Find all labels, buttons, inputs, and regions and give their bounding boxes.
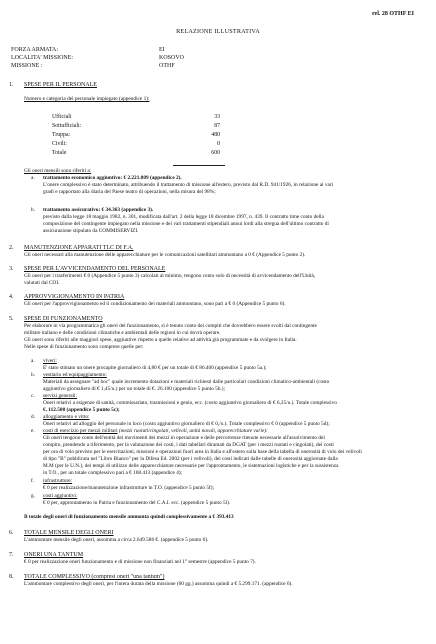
item-letter: c. bbox=[31, 393, 35, 399]
item-title-vestiario: vestiario ed equipaggiamento: bbox=[43, 372, 107, 378]
paragraph-line: composizione del contingente impiegato nella missione e dei vari trattamenti stipendiali annui lordi alla stregua dell'ultimo contratto di bbox=[43, 221, 329, 227]
paragraph-line: € 0 per realizzazione oneri funzionamento e di missione non finanziati nel 1° semestre (appendice 5 punto 7). bbox=[24, 559, 256, 565]
personnel-total-label: Totale bbox=[52, 150, 67, 156]
paragraph-line: Gli oneri necessari alla manutenzione delle apparecchiature per le comunicazioni satellitari ammontano a 0 € (Appendice 5 punto 2). bbox=[24, 252, 306, 258]
item-letter: a. bbox=[31, 175, 35, 181]
item-letter: e. bbox=[31, 428, 35, 434]
paragraph-line: €. 112.500 (appendice 5 punto 5c); bbox=[43, 407, 120, 413]
paragraph-line: aggiuntivo giornaliero di € 1,45/u.) per un totale di €. 26.100 (appendice 5 punto 5b.); bbox=[43, 386, 225, 392]
trattamento-assicurativo-heading: trattamento assicurativo: € 34.363 (appendice 3). bbox=[43, 207, 154, 213]
section-5-title: SPESE DI FUNZIONAMENTO bbox=[24, 316, 103, 322]
section-7-number: 7. bbox=[9, 552, 14, 558]
paragraph-line: previsto dalla legge 18 maggio 1982, n. 301, modificata dall'art. 2 della legge 18 dicembre 1997, n. 439. Il contratto time conto della bbox=[43, 214, 324, 220]
section-8-title: TOTALE COMPLESSIVO (compresi oneri "una tantum") bbox=[24, 574, 165, 580]
paragraph-line: Gli oneri tengono conto dell'entità dei movimenti dei mezzi in operazione e delle percorrenze ritenute necessarie all'assolvimento del bbox=[43, 435, 325, 441]
item-letter: a. bbox=[31, 358, 35, 364]
paragraph-line: Nelle spese di funzionamento sono comprese quelle per: bbox=[24, 344, 144, 350]
paragraph-line: assicurazione stipulato da COMMISERVIZI. bbox=[43, 228, 139, 234]
section-2-title: MANUTENZIONE APPARATI TLC DI F.A. bbox=[24, 245, 134, 251]
item-title-alloggiamento: alloggiamento e vitto: bbox=[43, 414, 90, 420]
trattamento-economico-heading: trattamento economico aggiuntivo: € 2.221.809 (appendice 2). bbox=[43, 175, 182, 181]
document-reference: rel. 28 OTHF EI bbox=[372, 11, 414, 17]
section-3-number: 3. bbox=[9, 266, 14, 272]
paragraph-line: € 0 per realizzazione/manutenzione infrastrutture in T.O. (appendice 5 punto 5f); bbox=[43, 485, 215, 491]
paragraph-line: Per elaborare in via programmatica gli oneri del funzionamento, si è tenuto conto dei compiti che dovrebbero essere svolti dal contingente bbox=[24, 323, 317, 329]
paragraph-line: L'ammontare mensile degli oneri, assomma a circa 2.649.586 €. (appendice 5 punto 6). bbox=[24, 537, 209, 543]
paragraph-line: compito, prendendo a riferimento, per la valutazione dei costi, i dati tabellari diramati da DGAT (per i mezzi ruotati e cingolati), dei costi bbox=[43, 442, 334, 448]
paragraph-line: Oneri relativi a esigenze di sanità, commissariato, trasmissioni e genio, ecc. (costo aggiuntivo giornaliero di € 6,25/u.). Totale complessivo bbox=[43, 400, 337, 406]
item-letter: b. bbox=[31, 372, 35, 378]
section-6-title: TOTALE MENSILE DEGLI ONERI bbox=[24, 530, 114, 536]
header-value-missione: OTHF bbox=[159, 63, 175, 69]
personnel-row-value: 0 bbox=[217, 141, 220, 147]
personnel-row-value: 480 bbox=[211, 132, 220, 138]
item-title-costi-aggiuntivi: costi aggiuntivi: bbox=[43, 493, 78, 499]
paragraph-line: di tipo "B" pubblicata nel "Libro Bianco" per la Difesa Ed. 2002 (per i velivoli), dei costi indicati dalle tabelle di onerosità aggiornate dalla bbox=[43, 456, 338, 462]
header-label-forza-armata: FORZA ARMATA: bbox=[11, 47, 59, 53]
section-5-number: 5. bbox=[9, 316, 14, 322]
paragraph-line: M.M (per le U.N.), dei tempi di utilizzo delle apparecchiature necessarie per l'approntamento, le sistemazioni logistiche e per la sussistenza bbox=[43, 463, 339, 469]
item-title-infrastrutture: infrastrutture: bbox=[43, 478, 73, 484]
separator-line bbox=[173, 165, 225, 166]
header-value-forza-armata: EI bbox=[159, 47, 165, 53]
section-3-title: SPESE PER L'AVVICENDAMENTO DEL PERSONALE bbox=[24, 266, 166, 272]
section-1-title: SPESE PER IL PERSONALE bbox=[24, 82, 97, 88]
paragraph-line: Materiali da assegnare "ad hoc" quale incremento dotazioni e materiali richiesti dalle particolari condizioni climatico-ambientali (costo bbox=[43, 379, 330, 385]
item-letter: f. bbox=[31, 478, 35, 484]
section-2-number: 2. bbox=[9, 245, 14, 251]
header-label-missione: MISSIONE : bbox=[11, 63, 43, 69]
personnel-row-value: 33 bbox=[214, 114, 220, 120]
item-title-servizi: servizi generali: bbox=[43, 393, 77, 399]
section-8-number: 8. bbox=[9, 574, 14, 580]
paragraph-line: valutati dal COI. bbox=[24, 280, 60, 286]
paragraph-line: € 0 per, approntamento in Patria e funzionamento del C.A.I. ecc. (appendice 5 punto 5l). bbox=[43, 500, 231, 506]
item-title-costi-esercizio-detail: (mezzi ruotati/cingolati, velivoli, unità navali, apparecchiature varie): bbox=[117, 428, 268, 434]
personnel-row-label: Ufficiali bbox=[52, 114, 72, 120]
paragraph-line: militare italiano e delle condizioni climatiche e ambientali delle regioni in cui dovrà operare. bbox=[24, 330, 221, 336]
paragraph-line: L'ammontare complessivo degli oneri, per l'intera durata della missione (60 gg.) assomma quindi a € 5.299.171. (appendice 6). bbox=[24, 581, 293, 587]
personnel-row-value: 87 bbox=[214, 123, 220, 129]
header-label-localita: LOCALITA' MISSIONE: bbox=[11, 55, 74, 61]
paragraph-line: per ora di volo previsto per le esercitazioni, missioni e operazioni fuori area in Italia e all'estero sulla base della tabella di onerosità di volo dei velivoli bbox=[43, 449, 362, 455]
paragraph-line: Gli oneri per l'approvvigionamento ed il condizionamento dei materiali ammontano, sono pari a € 0 (Appendice 5 punto 6). bbox=[24, 301, 286, 307]
section-4-title: APPROVVIGIONAMENTO IN PATRIA bbox=[24, 294, 125, 300]
personnel-row-label: Sottufficiali: bbox=[52, 123, 82, 129]
funzionamento-total: Il totale degli oneri di funzionamento mensile ammonta quindi complessivamente a € 393.413 bbox=[24, 514, 234, 520]
item-letter: d. bbox=[31, 414, 35, 420]
header-value-localita: KOSOVO bbox=[159, 55, 185, 61]
item-title-viveri: viveri: bbox=[43, 358, 57, 364]
paragraph-line: Gli oneri per i trasferimenti € 0 (Appendice 5 punto 3) calcolati al minimo, tengono conto solo di necessità di avvicendamento dell'Unità, bbox=[24, 273, 316, 279]
paragraph-line: in T.O., per un totale complessivo pari a € 168.413 (appendice 4); bbox=[43, 470, 183, 476]
section-7-title: ONERI UNA TANTUM bbox=[24, 552, 84, 558]
personnel-row-label: Truppa: bbox=[52, 132, 71, 138]
item-title-costi-esercizio-main: costi di esercizio per mezzi militari bbox=[43, 428, 118, 434]
personnel-total-value: 600 bbox=[211, 150, 220, 156]
page-title: RELAZIONE ILLUSTRATIVA bbox=[176, 28, 260, 35]
paragraph-line: Gli oneri sono riferiti alle maggiori spese, aggiuntive rispetto a quelle relative ad attività già programmate e da svolgere in Italia. bbox=[24, 337, 297, 343]
oneri-intro: Gli oneri mensili sono riferiti a: bbox=[24, 168, 92, 174]
personnel-row-label: Civili: bbox=[52, 141, 67, 147]
item-letter: b. bbox=[31, 207, 35, 213]
section-6-number: 6. bbox=[9, 530, 14, 536]
personnel-subheading: Numero e categoria del personale impiegato (appendice 1): bbox=[24, 96, 150, 102]
paragraph-line: Oneri relativi ad alloggio del personale in loco (costo aggiuntivo giornaliero di € 0,/u.). Totale complessivo € 0 (appendice 5 punto 5d); bbox=[43, 421, 330, 427]
paragraph-line: E' stato stimato un onere procapite giornaliero di 4,80 € per un totale di € 86.400 (appendice 5 punto 5a.); bbox=[43, 365, 267, 371]
paragraph-line: gradi e rapportato alla diaria del Paese teatro di operazioni, nella misura del 98%; bbox=[43, 189, 216, 195]
item-title-costi-esercizio bbox=[43, 428, 268, 435]
section-1-number: 1. bbox=[9, 82, 14, 88]
section-4-number: 4. bbox=[9, 294, 14, 300]
paragraph-line: L'onere complessivo è stato determinato, attribuendo il trattamento di missione all'estero, previsto dal R.D. 941/1926, in relazione ai vari bbox=[43, 182, 334, 188]
item-letter: g. bbox=[31, 493, 35, 499]
